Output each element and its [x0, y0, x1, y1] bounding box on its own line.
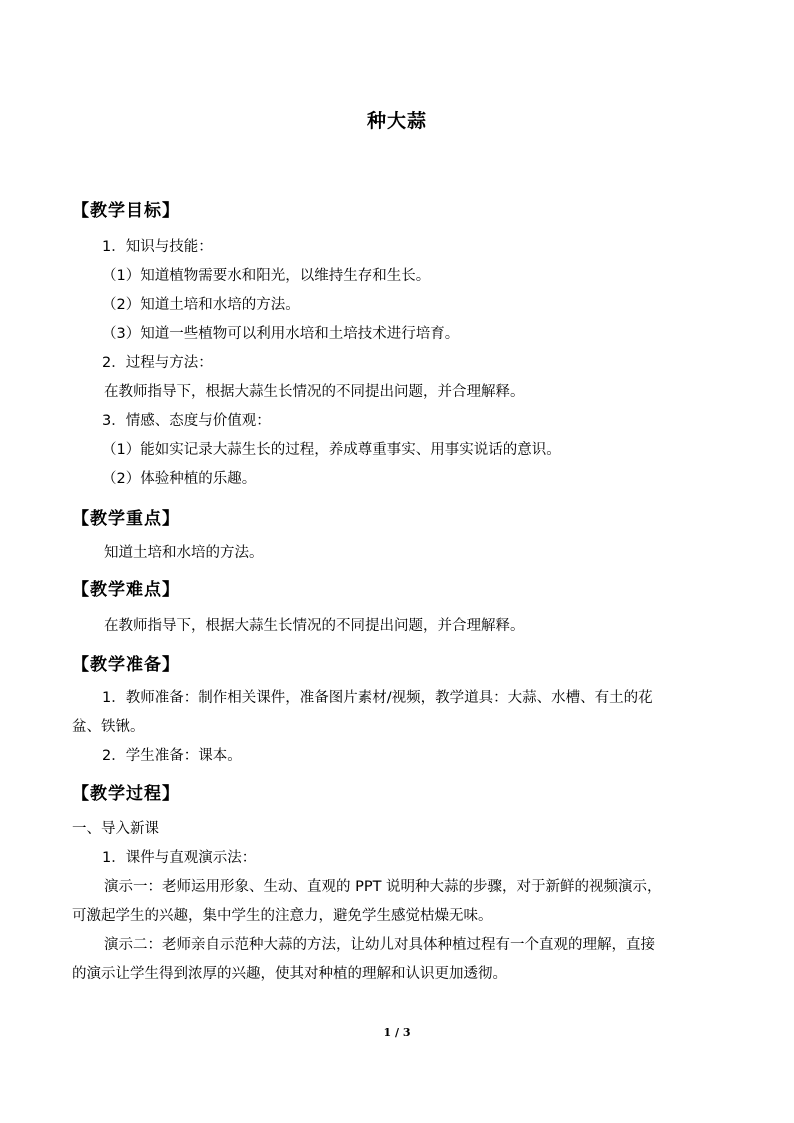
paragraph-line: （2）体验种植的乐趣。	[102, 471, 257, 487]
paragraph-line: 3．情感、态度与价值观：	[102, 413, 271, 429]
paragraph-line: 1．知识与技能：	[102, 239, 213, 255]
heading-process: 【教学过程】	[72, 784, 180, 804]
heading-objectives: 【教学目标】	[72, 201, 180, 221]
paragraph-line: 在教师指导下，根据大蒜生长情况的不同提出问题，并合理解释。	[104, 384, 525, 400]
paragraph-line: 1．教师准备：制作相关课件，准备图片素材/视频，教学道具：大蒜、水槽、有土的花	[102, 690, 653, 706]
paragraph-line: 2．学生准备：课本。	[102, 748, 242, 764]
paragraph-line: 在教师指导下，根据大蒜生长情况的不同提出问题，并合理解释。	[104, 618, 525, 634]
paragraph-line: 1．课件与直观演示法：	[102, 850, 257, 866]
paragraph-line: （1）能如实记录大蒜生长的过程，养成尊重事实、用事实说话的意识。	[102, 442, 561, 458]
paragraph-line: （2）知道土培和水培的方法。	[102, 297, 300, 313]
paragraph-line: 2．过程与方法：	[102, 355, 213, 371]
heading-preparation: 【教学准备】	[72, 655, 180, 675]
paragraph-line: 的演示让学生得到浓厚的兴趣，使其对种植的理解和认识更加透彻。	[72, 966, 507, 982]
heading-difficulties: 【教学难点】	[72, 580, 180, 600]
paragraph-line: 知道土培和水培的方法。	[104, 545, 264, 561]
paragraph-line: 可激起学生的兴趣，集中学生的注意力，避免学生感觉枯燥无味。	[72, 908, 493, 924]
paragraph-line: 一、导入新课	[72, 821, 159, 837]
paragraph-line: 演示一：老师运用形象、生动、直观的 PPT 说明种大蒜的步骤，对于新鲜的视频演示，	[104, 879, 662, 895]
paragraph-line: （1）知道植物需要水和阳光，以维持生存和生长。	[102, 268, 431, 284]
heading-key-points: 【教学重点】	[72, 509, 180, 529]
paragraph-line: （3）知道一些植物可以利用水培和土培技术进行培育。	[102, 326, 460, 342]
document-title: 种大蒜	[366, 110, 427, 132]
paragraph-line: 演示二：老师亲自示范种大蒜的方法，让幼儿对具体种植过程有一个直观的理解，直接	[104, 937, 655, 953]
paragraph-line: 盆、铁锹。	[72, 719, 145, 735]
page-number: 1 / 3	[383, 1026, 411, 1039]
